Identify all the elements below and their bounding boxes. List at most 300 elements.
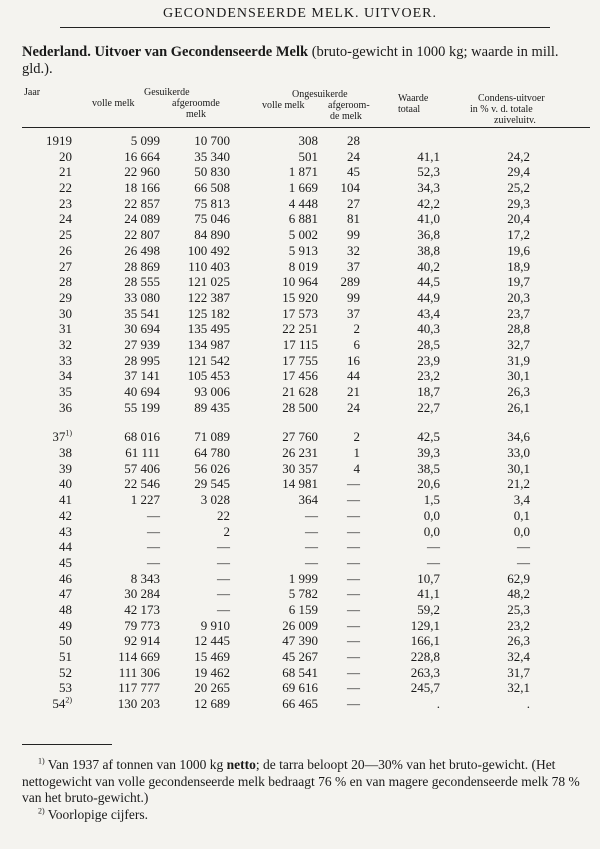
table-row <box>0 429 600 445</box>
cell-year-text: 39 <box>59 460 72 476</box>
title-divider <box>60 27 550 28</box>
cell-year <box>28 321 72 337</box>
cell-year-text: 52 <box>59 664 72 680</box>
table-row <box>0 539 600 555</box>
page-title: GECONDENSEERDE MELK. UITVOER. <box>163 6 437 21</box>
cell-volle-melk: 16 664 <box>124 148 160 164</box>
cell-waarde: 41,0 <box>417 211 440 227</box>
cell-ong-afgeroomde-melk: — <box>347 664 360 680</box>
footnote-divider <box>22 744 112 745</box>
subtitle-bold: Nederland. Uitvoer van Gecondenseerde Melk <box>22 44 309 60</box>
cell-ong-afgeroomde-melk: — <box>347 523 360 539</box>
cell-volle-melk: — <box>147 539 160 555</box>
cell-year <box>28 149 72 165</box>
cell-volle-melk: 28 995 <box>124 352 160 368</box>
table-row <box>0 618 600 634</box>
table-row <box>0 149 600 165</box>
cell-year <box>28 290 72 306</box>
cell-ong-volle-melk: 26 009 <box>282 617 318 633</box>
cell-waarde: — <box>427 539 440 555</box>
cell-afgeroomde-melk: 3 028 <box>200 492 230 508</box>
cell-ong-volle-melk: 5 782 <box>288 586 318 602</box>
footnote-2-text: Voorlopige cijfers. <box>44 806 149 822</box>
cell-condens-pct: 26,3 <box>507 633 530 649</box>
cell-year <box>28 445 72 461</box>
cell-year-text: 32 <box>59 336 72 352</box>
cell-ong-afgeroomde-melk: — <box>347 633 360 649</box>
cell-year-text: 44 <box>59 539 72 555</box>
cell-condens-pct: — <box>517 554 530 570</box>
cell-afgeroomde-melk: — <box>217 539 230 555</box>
table-row <box>0 555 600 571</box>
cell-year-text: 54 <box>52 696 66 712</box>
cell-ong-volle-melk: 66 465 <box>282 696 318 712</box>
cell-year <box>28 492 72 508</box>
cell-condens-pct: 25,2 <box>507 180 530 196</box>
cell-year-text: 33 <box>59 352 72 368</box>
cell-waarde: 22,7 <box>417 399 440 415</box>
cell-condens-pct: 18,9 <box>507 258 530 274</box>
footnote-1 <box>22 757 590 807</box>
cell-volle-melk: 5 099 <box>130 133 160 148</box>
cell-year-footnote-mark: 2) <box>65 695 72 705</box>
cell-year <box>28 696 72 712</box>
cell-ong-afgeroomde-melk: 99 <box>347 289 360 305</box>
cell-ong-afgeroomde-melk: — <box>347 539 360 555</box>
cell-afgeroomde-melk: — <box>217 554 230 570</box>
cell-condens-pct: 25,3 <box>507 601 530 617</box>
cell-year-text: 47 <box>59 586 72 602</box>
table-row <box>0 353 600 369</box>
cell-year-text: 53 <box>59 680 72 696</box>
cell-volle-melk: — <box>147 523 160 539</box>
cell-ong-volle-melk: 1 871 <box>288 164 318 180</box>
header-ong-demelk: de melk <box>330 111 362 122</box>
cell-ong-volle-melk: 1 999 <box>288 570 318 586</box>
cell-ong-afgeroomde-melk: 81 <box>347 211 360 227</box>
cell-ong-afgeroomde-melk: — <box>347 570 360 586</box>
cell-year <box>28 164 72 180</box>
cell-volle-melk: 22 857 <box>124 195 160 211</box>
cell-condens-pct: . <box>526 696 530 712</box>
cell-volle-melk: 57 406 <box>124 460 160 476</box>
cell-year <box>28 571 72 587</box>
cell-year-footnote-mark: 1) <box>65 429 72 439</box>
cell-year-text: 28 <box>59 274 72 290</box>
table-row <box>0 259 600 275</box>
cell-afgeroomde-melk: 10 700 <box>194 133 230 148</box>
cell-ong-afgeroomde-melk: 4 <box>353 460 360 476</box>
cell-year-text: 24 <box>59 211 72 227</box>
header-condens-3: zuiveluitv. <box>494 115 536 126</box>
cell-ong-volle-melk: 5 002 <box>288 227 318 243</box>
cell-year <box>28 227 72 243</box>
cell-waarde: 0,0 <box>423 507 440 523</box>
header-gesuikerde: Gesuikerde <box>144 87 190 98</box>
header-jaar: Jaar <box>24 87 41 98</box>
cell-waarde: 39,3 <box>417 445 440 461</box>
cell-waarde: 40,2 <box>417 258 440 274</box>
cell-ong-volle-melk: 45 267 <box>282 649 318 664</box>
table-row <box>0 445 600 461</box>
cell-afgeroomde-melk: 56 026 <box>194 460 230 476</box>
cell-year <box>28 211 72 227</box>
cell-afgeroomde-melk: — <box>217 601 230 617</box>
cell-condens-pct: 29,4 <box>507 164 530 180</box>
cell-year <box>28 649 72 665</box>
cell-ong-volle-melk: 69 616 <box>282 680 318 696</box>
cell-condens-pct: 17,2 <box>507 227 530 243</box>
cell-ong-afgeroomde-melk: — <box>347 696 360 712</box>
cell-waarde: 263,3 <box>410 664 440 680</box>
header-afgeroomde-melk: melk <box>186 109 206 120</box>
footnote-1-mark: 1) <box>38 756 45 766</box>
cell-ong-volle-melk: 5 913 <box>288 242 318 258</box>
cell-condens-pct: — <box>517 539 530 555</box>
cell-ong-afgeroomde-melk: — <box>347 601 360 617</box>
cell-ong-afgeroomde-melk: — <box>347 586 360 602</box>
cell-waarde: 44,5 <box>417 274 440 290</box>
cell-waarde: 52,3 <box>417 164 440 180</box>
cell-ong-volle-melk: 21 628 <box>282 384 318 399</box>
cell-year-text: 45 <box>59 554 72 570</box>
header-divider <box>22 127 590 128</box>
cell-year-text: 26 <box>59 242 72 258</box>
cell-waarde: 42,2 <box>417 195 440 211</box>
cell-ong-volle-melk: 17 115 <box>282 336 318 352</box>
cell-year <box>28 196 72 212</box>
cell-afgeroomde-melk: 9 910 <box>200 617 230 633</box>
cell-volle-melk: 30 694 <box>124 321 160 337</box>
cell-ong-afgeroomde-melk: 16 <box>347 352 360 368</box>
cell-condens-pct: 21,2 <box>507 476 530 492</box>
header-ong-afgeroom: afgeroom- <box>328 100 370 111</box>
table-row <box>0 164 600 180</box>
table-row <box>0 508 600 524</box>
cell-ong-volle-melk: 17 456 <box>282 368 318 384</box>
cell-afgeroomde-melk: 12 689 <box>194 696 230 712</box>
cell-volle-melk: 22 807 <box>124 227 160 243</box>
cell-ong-volle-melk: 15 920 <box>282 289 318 305</box>
cell-volle-melk: 117 777 <box>118 680 160 696</box>
footnote-1-bold: netto <box>226 757 256 772</box>
cell-condens-pct: 23,7 <box>507 305 530 321</box>
cell-ong-volle-melk: 26 231 <box>282 445 318 461</box>
cell-condens-pct: 26,3 <box>507 384 530 399</box>
cell-ong-volle-melk: 17 755 <box>282 352 318 368</box>
cell-condens-pct: 32,1 <box>507 680 530 696</box>
cell-year-text: 43 <box>59 523 72 539</box>
cell-year <box>28 618 72 634</box>
cell-volle-melk: 1 227 <box>130 492 160 508</box>
cell-volle-melk: 28 555 <box>124 274 160 290</box>
cell-year <box>28 539 72 555</box>
cell-afgeroomde-melk: 50 830 <box>194 164 230 180</box>
cell-year-text: 34 <box>59 368 72 384</box>
cell-year-text: 51 <box>59 649 72 664</box>
cell-volle-melk: 130 203 <box>117 696 160 712</box>
cell-waarde: 34,3 <box>417 180 440 196</box>
cell-volle-melk: 27 939 <box>124 336 160 352</box>
cell-ong-afgeroomde-melk: — <box>347 476 360 492</box>
cell-afgeroomde-melk: 64 780 <box>194 445 230 461</box>
cell-ong-afgeroomde-melk: 45 <box>347 164 360 180</box>
cell-ong-afgeroomde-melk: 28 <box>347 133 360 148</box>
cell-condens-pct: 31,7 <box>507 664 530 680</box>
cell-waarde: 166,1 <box>410 633 440 649</box>
cell-condens-pct: 48,2 <box>507 586 530 602</box>
cell-condens-pct: 0,0 <box>513 523 530 539</box>
cell-ong-afgeroomde-melk: 289 <box>340 274 360 290</box>
cell-ong-volle-melk: 364 <box>298 492 318 508</box>
cell-waarde: . <box>436 696 440 712</box>
cell-afgeroomde-melk: 135 495 <box>187 321 230 337</box>
cell-ong-afgeroomde-melk: 2 <box>353 429 360 445</box>
header-ong-volle-melk: volle melk <box>262 100 305 111</box>
cell-waarde: 59,2 <box>417 601 440 617</box>
cell-year <box>28 384 72 400</box>
table-row <box>0 461 600 477</box>
cell-condens-pct: 24,2 <box>507 148 530 164</box>
cell-year-text: 50 <box>59 633 72 649</box>
cell-year <box>28 337 72 353</box>
cell-year-text: 46 <box>59 570 72 586</box>
cell-year <box>28 243 72 259</box>
cell-year <box>28 429 72 445</box>
cell-year-text: 1919 <box>46 133 72 148</box>
cell-year <box>28 586 72 602</box>
cell-ong-volle-melk: 1 669 <box>288 180 318 196</box>
header-volle-melk: volle melk <box>92 98 135 109</box>
cell-condens-pct: 19,6 <box>507 242 530 258</box>
cell-year-text: 41 <box>59 492 72 508</box>
header-condens-1: Condens-uitvoer <box>478 93 545 104</box>
cell-condens-pct: 20,3 <box>507 289 530 305</box>
cell-waarde: 38,8 <box>417 242 440 258</box>
cell-condens-pct: 30,1 <box>507 460 530 476</box>
cell-ong-volle-melk: 8 019 <box>288 258 318 274</box>
cell-afgeroomde-melk: 110 403 <box>188 258 230 274</box>
table-row <box>0 476 600 492</box>
cell-year <box>28 133 72 149</box>
cell-ong-afgeroomde-melk: 32 <box>347 242 360 258</box>
cell-ong-volle-melk: 17 573 <box>282 305 318 321</box>
cell-ong-afgeroomde-melk: 2 <box>353 321 360 337</box>
table-row <box>0 211 600 227</box>
data-table <box>0 133 600 712</box>
cell-year <box>28 306 72 322</box>
cell-ong-afgeroomde-melk: — <box>347 492 360 508</box>
cell-condens-pct: 62,9 <box>507 570 530 586</box>
cell-ong-volle-melk: 4 448 <box>288 195 318 211</box>
header-condens-2: in % v. d. totale <box>470 104 533 115</box>
footnote-1-text-b: ; de tarra beloopt 20—30% van het bruto-gewicht. (Het nettogewicht van volle gecondenseerde melk bedraagt 76 % en van magere gecondenseerde melk 78 % van het bruto-gewicht.) <box>22 757 580 805</box>
table-row <box>0 243 600 259</box>
footnote-2-mark: 2) <box>38 806 45 815</box>
table-subtitle <box>22 44 592 78</box>
cell-ong-afgeroomde-melk: 24 <box>347 399 360 415</box>
cell-waarde: 20,6 <box>417 476 440 492</box>
cell-waarde: 0,0 <box>423 523 440 539</box>
cell-condens-pct: 0,1 <box>513 507 530 523</box>
cell-year-text: 27 <box>59 258 72 274</box>
cell-volle-melk: 111 306 <box>118 664 160 680</box>
cell-condens-pct: 30,1 <box>507 368 530 384</box>
cell-condens-pct: 23,2 <box>507 617 530 633</box>
cell-ong-afgeroomde-melk: — <box>347 554 360 570</box>
cell-year-text: 23 <box>59 195 72 211</box>
cell-condens-pct: 34,6 <box>507 429 530 445</box>
cell-ong-volle-melk: 501 <box>298 148 318 164</box>
cell-year-text: 48 <box>59 601 72 617</box>
cell-ong-afgeroomde-melk: 104 <box>340 180 360 196</box>
cell-year <box>28 461 72 477</box>
cell-ong-afgeroomde-melk: 37 <box>347 258 360 274</box>
footnote-1-text-a: Van 1937 af tonnen van 1000 kg <box>44 757 227 772</box>
table-row <box>0 649 600 665</box>
cell-ong-volle-melk: 28 500 <box>282 399 318 415</box>
cell-year <box>28 555 72 571</box>
cell-condens-pct: 28,8 <box>507 321 530 337</box>
cell-year-text: 30 <box>59 305 72 321</box>
cell-afgeroomde-melk: 121 542 <box>187 352 230 368</box>
cell-afgeroomde-melk: 75 046 <box>194 211 230 227</box>
cell-year <box>28 633 72 649</box>
cell-ong-volle-melk: — <box>305 554 318 570</box>
cell-ong-volle-melk: 27 760 <box>282 429 318 445</box>
table-row <box>0 492 600 508</box>
cell-afgeroomde-melk: 100 492 <box>187 242 230 258</box>
cell-volle-melk: 37 141 <box>124 368 160 384</box>
cell-afgeroomde-melk: 84 890 <box>194 227 230 243</box>
cell-year <box>28 274 72 290</box>
cell-year <box>28 602 72 618</box>
cell-waarde: 18,7 <box>417 384 440 399</box>
table-row <box>0 133 600 149</box>
cell-ong-afgeroomde-melk: — <box>347 617 360 633</box>
cell-waarde: 245,7 <box>410 680 440 696</box>
cell-ong-afgeroomde-melk: — <box>347 507 360 523</box>
cell-year-text: 31 <box>59 321 72 337</box>
cell-year-text: 38 <box>59 445 72 461</box>
cell-condens-pct: 19,7 <box>507 274 530 290</box>
cell-waarde: 38,5 <box>417 460 440 476</box>
cell-waarde: 228,8 <box>410 649 440 664</box>
cell-ong-afgeroomde-melk: 24 <box>347 148 360 164</box>
cell-waarde: 23,2 <box>417 368 440 384</box>
cell-volle-melk: 55 199 <box>124 399 160 415</box>
footnotes <box>22 757 590 823</box>
cell-waarde: 44,9 <box>417 289 440 305</box>
cell-ong-afgeroomde-melk: 44 <box>347 368 360 384</box>
cell-waarde: 41,1 <box>417 586 440 602</box>
cell-waarde: 28,5 <box>417 336 440 352</box>
cell-volle-melk: 30 284 <box>124 586 160 602</box>
cell-afgeroomde-melk: 66 508 <box>194 180 230 196</box>
cell-volle-melk: 8 343 <box>130 570 160 586</box>
table-row <box>0 571 600 587</box>
cell-ong-afgeroomde-melk: 1 <box>353 445 360 461</box>
table-row <box>0 602 600 618</box>
header-ongesuikerde: Ongesuikerde <box>292 89 348 100</box>
cell-volle-melk: 18 166 <box>124 180 160 196</box>
cell-volle-melk: 61 111 <box>125 445 160 461</box>
cell-waarde: 129,1 <box>410 617 440 633</box>
cell-waarde: 1,5 <box>423 492 440 508</box>
cell-waarde: 43,4 <box>417 305 440 321</box>
table-row <box>0 400 600 416</box>
cell-ong-volle-melk: 14 981 <box>282 476 318 492</box>
cell-ong-afgeroomde-melk: 6 <box>353 336 360 352</box>
cell-volle-melk: — <box>147 507 160 523</box>
cell-year <box>28 508 72 524</box>
cell-year <box>28 524 72 540</box>
cell-volle-melk: — <box>147 554 160 570</box>
table-row <box>0 696 600 712</box>
cell-ong-volle-melk: 10 964 <box>282 274 318 290</box>
cell-waarde: — <box>427 554 440 570</box>
cell-afgeroomde-melk: 121 025 <box>187 274 230 290</box>
cell-year-text: 40 <box>59 476 72 492</box>
cell-afgeroomde-melk: 134 987 <box>187 336 230 352</box>
cell-afgeroomde-melk: 29 545 <box>194 476 230 492</box>
table-row <box>0 306 600 322</box>
cell-ong-volle-melk: 22 251 <box>282 321 318 337</box>
header-afgeroomde: afgeroomde <box>172 98 220 109</box>
cell-volle-melk: 114 669 <box>118 649 160 664</box>
header-waarde: Waarde <box>398 93 429 104</box>
header-totaal: totaal <box>398 104 421 115</box>
table-row <box>0 586 600 602</box>
table-row <box>0 680 600 696</box>
cell-afgeroomde-melk: 122 387 <box>187 289 230 305</box>
table-row <box>0 274 600 290</box>
cell-afgeroomde-melk: — <box>217 586 230 602</box>
cell-year-text: 37 <box>52 429 66 445</box>
cell-year-text: 49 <box>59 617 72 633</box>
table-row <box>0 368 600 384</box>
cell-volle-melk: 35 541 <box>124 305 160 321</box>
cell-afgeroomde-melk: 35 340 <box>194 148 230 164</box>
cell-year <box>28 180 72 196</box>
footnote-2 <box>22 807 590 824</box>
cell-afgeroomde-melk: 125 182 <box>187 305 230 321</box>
cell-waarde: 42,5 <box>417 429 440 445</box>
cell-ong-afgeroomde-melk: 99 <box>347 227 360 243</box>
cell-ong-volle-melk: — <box>305 539 318 555</box>
cell-waarde: 23,9 <box>417 352 440 368</box>
cell-volle-melk: 24 089 <box>124 211 160 227</box>
table-row <box>0 321 600 337</box>
cell-afgeroomde-melk: 105 453 <box>187 368 230 384</box>
cell-year-text: 22 <box>59 180 72 196</box>
cell-year-text: 36 <box>59 399 72 415</box>
table-row <box>0 196 600 212</box>
cell-afgeroomde-melk: 15 469 <box>194 649 230 664</box>
cell-ong-afgeroomde-melk: 37 <box>347 305 360 321</box>
subtitle-rest: (bruto-gewicht in 1000 kg; waarde in mill. gld.). <box>22 44 559 77</box>
cell-condens-pct: 32,7 <box>507 336 530 352</box>
cell-ong-afgeroomde-melk: 21 <box>347 384 360 399</box>
cell-ong-volle-melk: 6 881 <box>288 211 318 227</box>
cell-year-text: 21 <box>59 164 72 180</box>
cell-year <box>28 665 72 681</box>
cell-afgeroomde-melk: 2 <box>223 523 230 539</box>
cell-ong-volle-melk: — <box>305 507 318 523</box>
cell-afgeroomde-melk: 89 435 <box>194 399 230 415</box>
cell-year <box>28 400 72 416</box>
cell-condens-pct: 29,3 <box>507 195 530 211</box>
